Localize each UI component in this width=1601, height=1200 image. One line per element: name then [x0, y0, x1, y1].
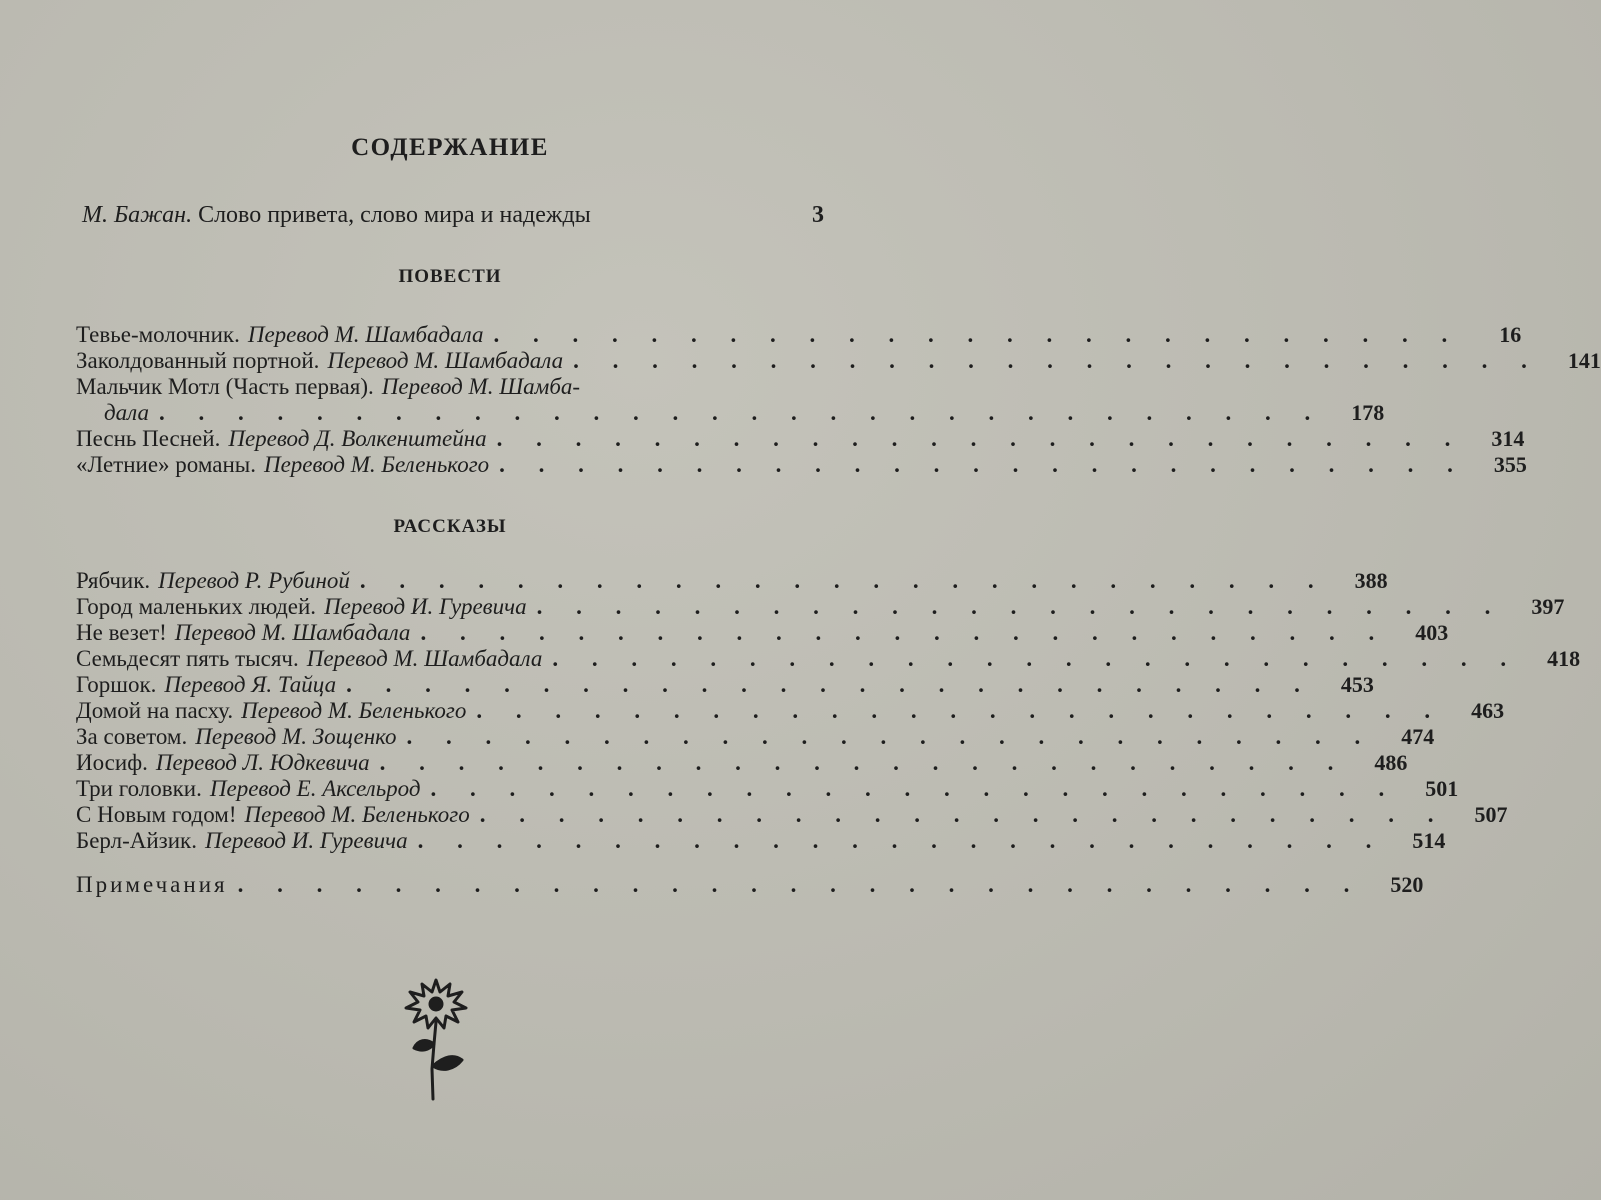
entry-translator-continued: дала: [104, 400, 149, 425]
entry-title: Мальчик Мотл (Часть первая).: [76, 374, 374, 399]
entry-translator: Перевод М. Шамба-: [381, 374, 581, 399]
dot-leader: . . . . . . . . . . . . . . . . . . . . . . . . .: [496, 426, 1465, 451]
entry-page: 403: [1415, 620, 1449, 645]
entry-page: 314: [1491, 426, 1525, 451]
dot-leader: . . . . . . . . . . . . . . . . . . . . . . . . . . . . . .: [158, 400, 1325, 425]
entry-translator: Перевод Я. Тайца: [164, 672, 337, 697]
entry-title: «Летние» романы.: [76, 452, 256, 477]
entry-title: За советом.: [76, 724, 188, 749]
dot-leader: . . . . . . . . . . . . . . . . . . . . . . . . .: [346, 672, 1314, 697]
toc-entry: [76, 776, 1459, 802]
toc-entry: [76, 750, 1408, 776]
entry-translator: Перевод М. Зощенко: [195, 724, 397, 749]
toc-entry: [76, 802, 1508, 828]
toc-entry: [76, 374, 824, 400]
entry-page: 141: [1567, 348, 1601, 373]
preface-author: М. Бажан.: [82, 202, 193, 228]
entry-title: Город маленьких людей.: [76, 594, 317, 619]
notes-title: Примечания: [76, 872, 228, 897]
entry-translator: Перевод Е. Аксельрод: [209, 776, 421, 801]
entry-translator: Перевод Р. Рубиной: [158, 568, 350, 593]
section-heading-rasskazy: РАССКАЗЫ: [393, 516, 507, 537]
toc-entry: [76, 568, 1388, 594]
entry-translator: Перевод М. Шамбадала: [174, 620, 411, 645]
dot-leader: . . . . . . . . . . . . . . . . . . . . . . . . .: [552, 646, 1521, 671]
entry-title: Берл-Айзик.: [76, 828, 197, 853]
contents-title: СОДЕРЖАНИЕ: [351, 134, 549, 161]
toc-entry: [76, 698, 1505, 724]
entry-translator: Перевод И. Гуревича: [205, 828, 408, 853]
entry-title: Заколдованный портной.: [76, 348, 320, 373]
toc-entry: [76, 426, 1525, 452]
section-heading-povesti: ПОВЕСТИ: [398, 266, 502, 287]
rasskazy-list: [76, 568, 1581, 854]
povesti-list: [76, 322, 1601, 478]
entry-page: 501: [1425, 776, 1459, 801]
entry-page: 474: [1401, 724, 1435, 749]
entry-page: 397: [1531, 594, 1565, 619]
dot-leader: . . . . . . . . . . . . . . . . . . . . . . . . .: [493, 322, 1462, 347]
dot-leader: . . . . . . . . . . . . . . . . . . . . . . . . .: [573, 348, 1541, 373]
entry-translator: Перевод М. Шамбадала: [306, 646, 543, 671]
dot-leader: . . . . . . . . . . . . . . . . . . . . . . . . .: [479, 802, 1448, 827]
entry-page: 507: [1474, 802, 1508, 827]
toc-entry: [76, 672, 1374, 698]
entry-page: 514: [1412, 828, 1446, 853]
entry-title: Горшок.: [76, 672, 157, 697]
entry-title: Рябчик.: [76, 568, 151, 593]
entry-page: 418: [1547, 646, 1581, 671]
toc-entry: [76, 620, 1449, 646]
entry-translator: Перевод М. Шамбадала: [247, 322, 484, 347]
dot-leader: . . . . . . . . . . . . . . . . . . . . . . . . .: [406, 724, 1375, 749]
entry-translator: Перевод Л. Юдкевича: [155, 750, 370, 775]
preface-text: Слово привета, слово мира и надежды: [198, 202, 591, 228]
entry-page: 16: [1499, 322, 1522, 347]
notes-list: [76, 872, 1424, 898]
preface-line: [82, 202, 784, 229]
flower-icon: [396, 974, 476, 1104]
dot-leader: . . . . . . . . . . . . . . . . . . . . . . . . .: [430, 776, 1399, 801]
entry-title: Песнь Песней.: [76, 426, 221, 451]
toc-entry: [76, 646, 1581, 672]
entry-page: 178: [1351, 400, 1385, 425]
entry-title: Семьдесят пять тысяч.: [76, 646, 299, 671]
toc-entry-notes: [76, 872, 1424, 898]
entry-page: 453: [1340, 672, 1374, 697]
dot-leader: . . . . . . . . . . . . . . . . . . . . . . . . . . . . .: [237, 872, 1364, 897]
notes-page: 520: [1390, 872, 1424, 897]
dot-leader: . . . . . . . . . . . . . . . . . . . . . . . . .: [359, 568, 1328, 593]
entry-translator: Перевод М. Беленького: [263, 452, 490, 477]
toc-entry: [76, 594, 1565, 620]
entry-translator: Перевод Д. Волкенштейна: [228, 426, 487, 451]
entry-title: Тевье-молочник.: [76, 322, 240, 347]
dot-leader: . . . . . . . . . . . . . . . . . . . . . . . . .: [499, 452, 1467, 477]
entry-translator: Перевод М. Беленького: [241, 698, 467, 723]
dot-leader: . . . . . . . . . . . . . . . . . . . . . . . . .: [417, 828, 1386, 853]
entry-page: 355: [1493, 452, 1527, 477]
entry-title: С Новым годом!: [76, 802, 237, 827]
entry-page: 463: [1471, 698, 1505, 723]
toc-entry: [76, 348, 1601, 374]
entry-title: Иосиф.: [76, 750, 148, 775]
entry-page: 486: [1374, 750, 1408, 775]
dot-leader: . . . . . . . . . . . . . . . . . . . . . . . . .: [476, 698, 1445, 723]
dot-leader: . . . . . . . . . . . . . . . . . . . . . . . . .: [379, 750, 1348, 775]
entry-translator: Перевод И. Гуревича: [324, 594, 527, 619]
entry-translator: Перевод М. Беленького: [244, 802, 470, 827]
entry-title: Домой на пасху.: [76, 698, 234, 723]
toc-entry: [76, 452, 1527, 478]
dot-leader: . . . . . . . . . . . . . . . . . . . . . . . . .: [536, 594, 1505, 619]
preface-page: 3: [812, 202, 824, 228]
entry-title: Не везет!: [76, 620, 167, 645]
preface-entry: [82, 202, 824, 229]
dot-leader: . . . . . . . . . . . . . . . . . . . . . . . . .: [420, 620, 1389, 645]
entry-translator: Перевод М. Шамбадала: [327, 348, 564, 373]
entry-title: Три головки.: [76, 776, 202, 801]
toc-entry: [76, 724, 1435, 750]
toc-entry: [76, 322, 1522, 348]
toc-entry-continuation: [76, 400, 1385, 426]
toc-entry: [76, 828, 1446, 854]
entry-page: 388: [1354, 568, 1388, 593]
